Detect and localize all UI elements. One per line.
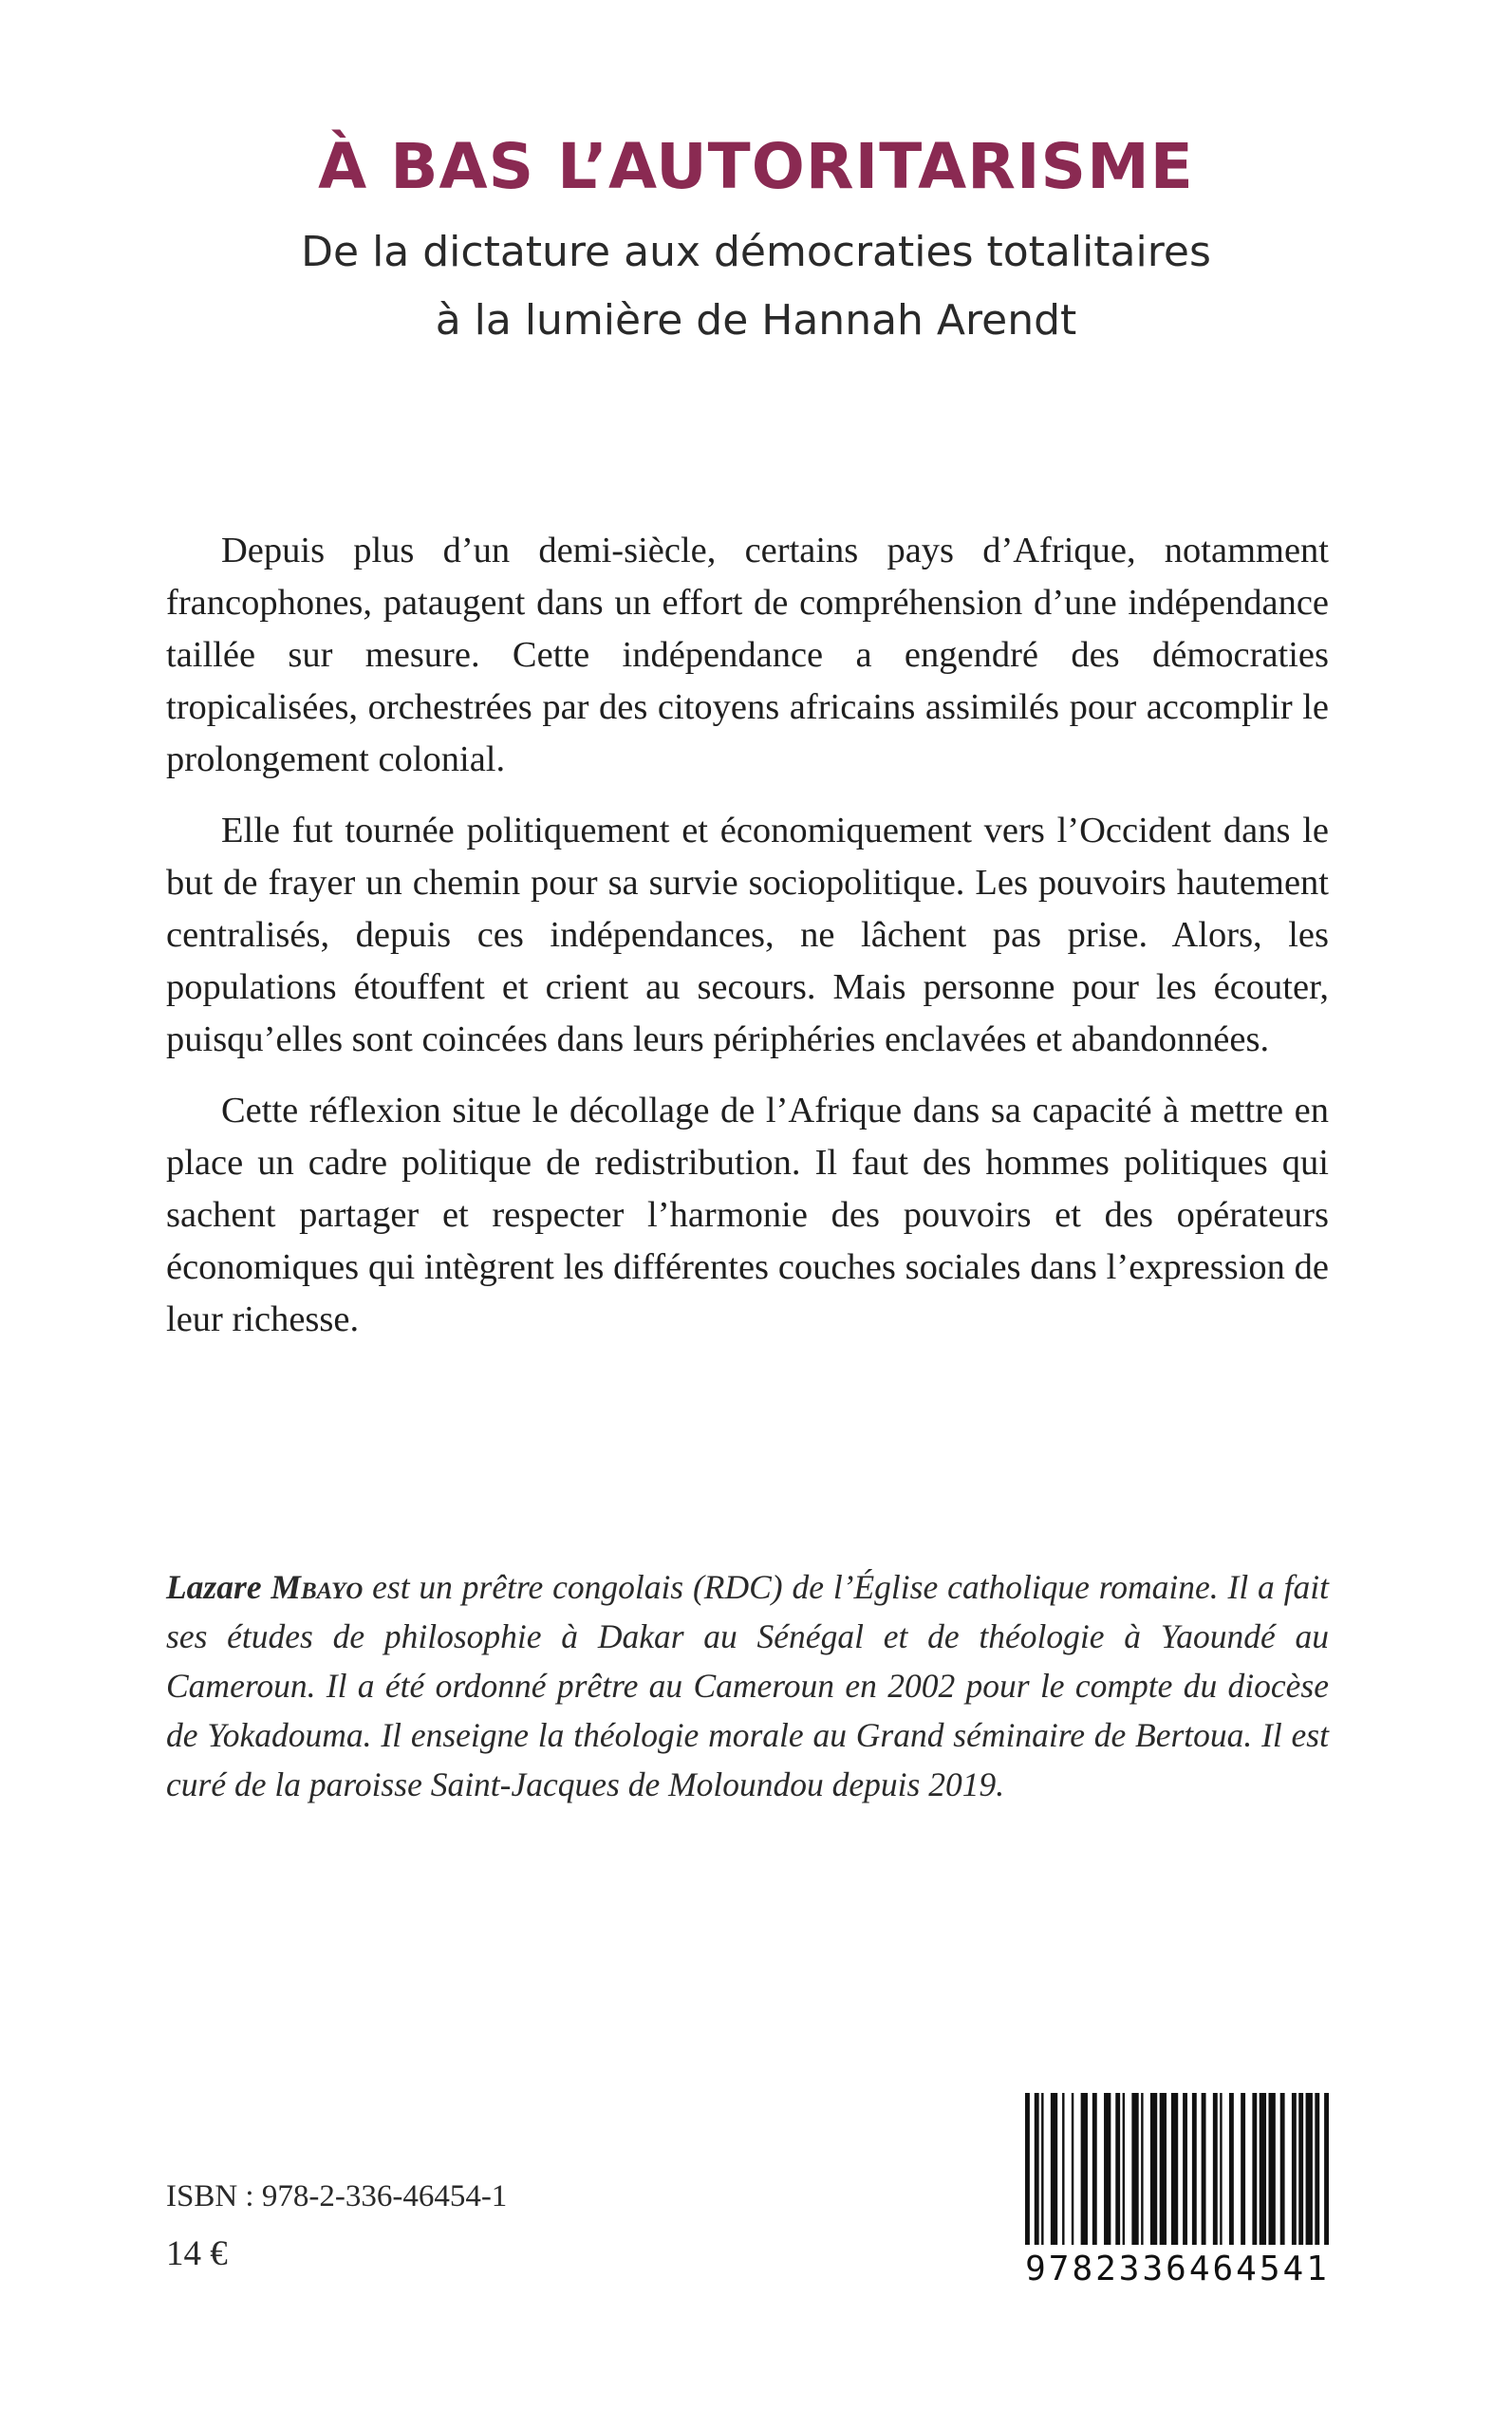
barcode-bar (1298, 2093, 1303, 2245)
barcode-bar (1252, 2093, 1257, 2245)
barcode-bar (1202, 2093, 1206, 2245)
barcode-bar (1213, 2093, 1218, 2245)
barcode-bar (1260, 2093, 1266, 2245)
author-bio-text: est un prêtre congolais (RDC) de l’Église catholique romaine. Il a fait ses études de philosophie à Dakar au Sénégal et de théologie à Yaoundé au Cameroun. Il a été ordonné prêtre au Cameroun en 2002 pour le compte du diocèse de Yokadouma. Il enseigne la théologie morale au Grand séminaire de Bertoua. Il est curé de la paroisse Saint-Jacques de Moloundou depuis 2019. (166, 1568, 1329, 1803)
barcode-bar (1306, 2093, 1313, 2245)
barcode-bars (1023, 2093, 1332, 2245)
barcode-bar (1051, 2093, 1057, 2245)
barcode-bar (1241, 2093, 1245, 2245)
subtitle-line-2: à la lumière de Hannah Arendt (435, 296, 1077, 345)
author-bio (166, 1562, 1329, 1809)
barcode-digits: 9782336464541 (1025, 2250, 1330, 2288)
barcode-bar (1072, 2093, 1073, 2245)
barcode-bar (1104, 2093, 1111, 2245)
barcode-bar (1183, 2093, 1187, 2245)
price-label: 14 € (166, 2234, 228, 2273)
book-title: À BAS L’AUTORITARISME (318, 130, 1194, 203)
barcode-bar (1131, 2093, 1138, 2245)
barcode-bar (1171, 2093, 1178, 2245)
barcode-bar (1115, 2093, 1120, 2245)
barcode-bar (1192, 2093, 1197, 2245)
blurb-text (166, 525, 1329, 1365)
author-name (166, 1568, 363, 1606)
barcode-bar (1062, 2093, 1064, 2245)
isbn-label: ISBN : 978-2-336-46454-1 (166, 2179, 508, 2213)
barcode-bar (1041, 2093, 1043, 2245)
barcode-bar (1292, 2093, 1297, 2245)
barcode-bar (1268, 2093, 1275, 2245)
subtitle-line-1: De la dictature aux démocraties totalitaires (301, 228, 1211, 276)
barcode-bar (1280, 2093, 1285, 2245)
barcode-bar (1220, 2093, 1222, 2245)
blurb-paragraph: Depuis plus d’un demi-siècle, certains pays d’Afrique, notamment francophones, pataugent dans un effort de compréhension d’une indépendance taillée sur mesure. Cette indépendance a engendré des démocraties tropicalisées, orchestrées par des citoyens africains assimilés pour accomplir le prolongement colonial. (166, 531, 1329, 779)
barcode-bar (1324, 2093, 1329, 2245)
barcode-bar (1150, 2093, 1157, 2245)
book-subtitle (0, 218, 1512, 355)
barcode-bar (1123, 2093, 1125, 2245)
barcode-bar (1092, 2093, 1097, 2245)
blurb-paragraph: Cette réflexion situe le décollage de l’Afrique dans sa capacité à mettre en place un cadre politique de redistribution. Il faut des hommes politiques qui sachent partager et respecter l’harmonie des pouvoirs et des opérateurs économiques qui intègrent les différentes couches sociales dans l’expression de leur richesse. (166, 1091, 1329, 1339)
barcode-bar (1315, 2093, 1319, 2245)
author-first-name: Lazare (166, 1568, 271, 1606)
barcode-bar (1081, 2093, 1088, 2245)
barcode-bar (1025, 2093, 1030, 2245)
barcode-bar (1141, 2093, 1143, 2245)
author-last-name: Mbayo (271, 1568, 364, 1606)
barcode-bar (1160, 2093, 1167, 2245)
barcode-bar (1035, 2093, 1039, 2245)
barcode-bar (1229, 2093, 1234, 2245)
blurb-paragraph: Elle fut tournée politiquement et économiquement vers l’Occident dans le but de frayer un chemin pour sa survie sociopolitique. Les pouvoirs hautement centralisés, depuis ces indépendances, ne lâchent pas prise. Alors, les populations étouffent et crient au secours. Mais personne pour les écouter, puisqu’elles sont coincées dans leurs périphéries enclavées et abandonnées. (166, 811, 1329, 1059)
